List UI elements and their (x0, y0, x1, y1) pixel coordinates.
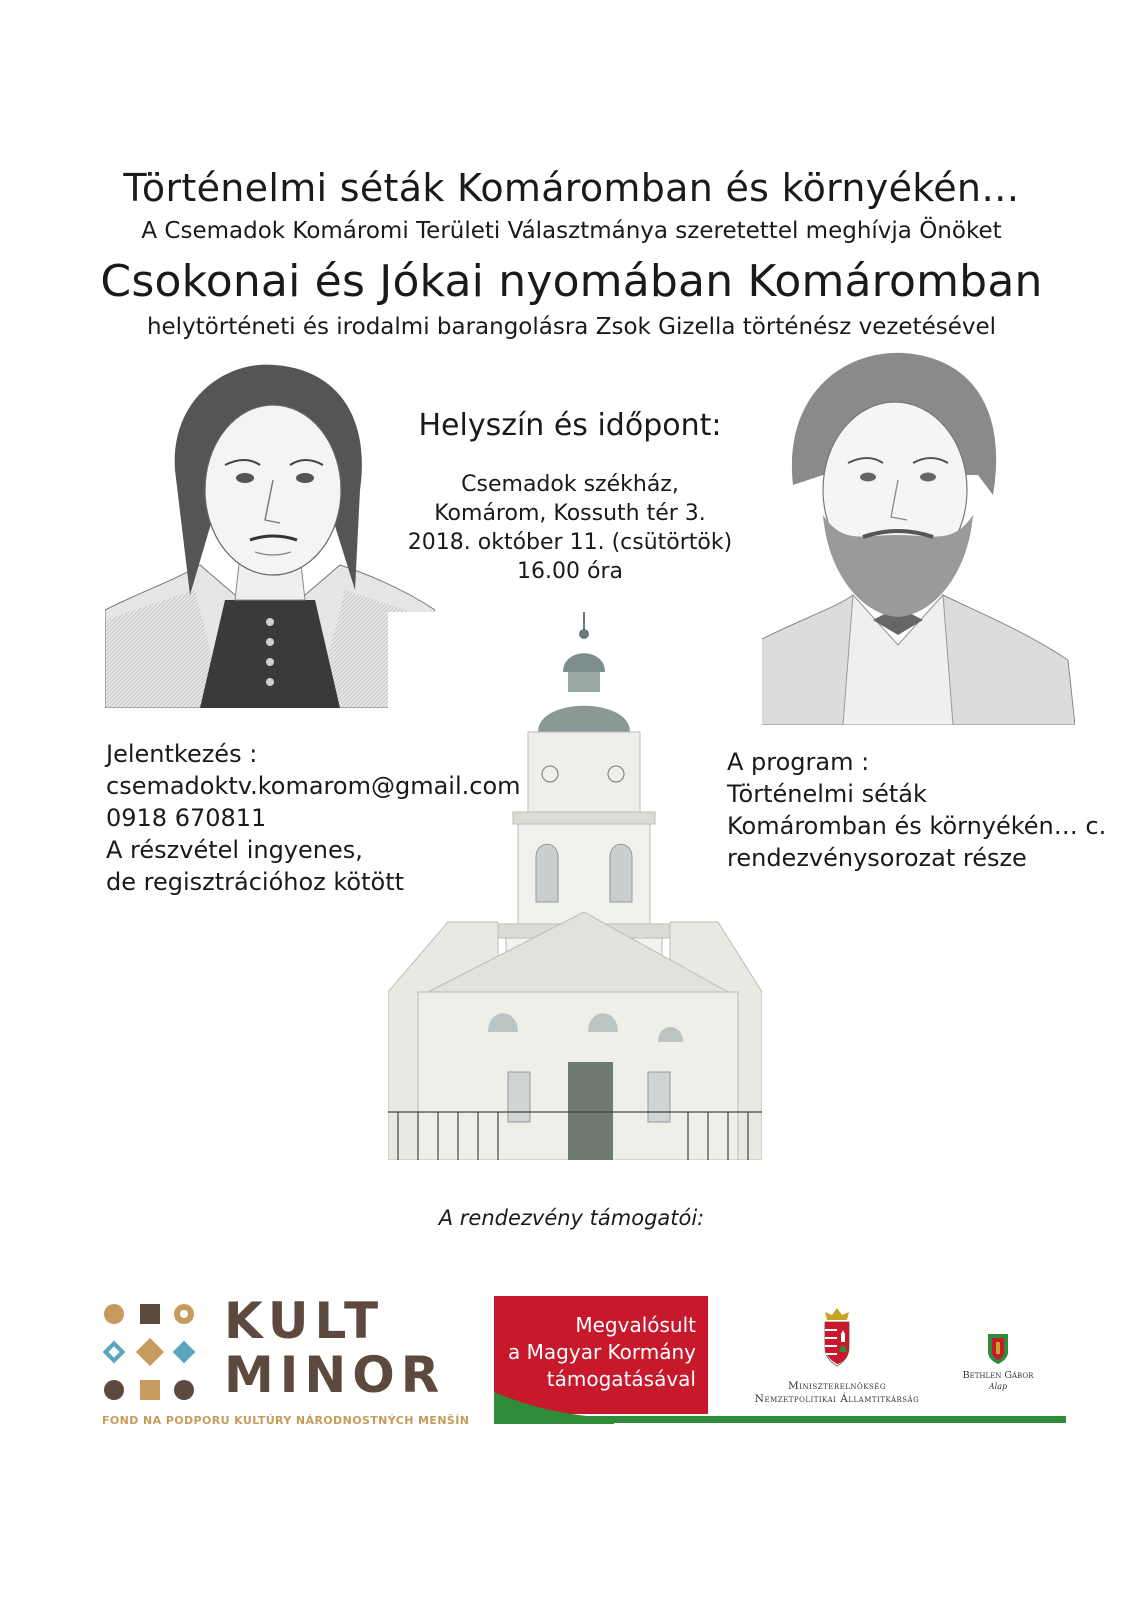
program-line-1: Történelmi séták (727, 780, 927, 808)
event-title: Csokonai és Jókai nyomában Komáromban (100, 256, 1043, 307)
sponsors-label: A rendezvény támogatói: (438, 1206, 705, 1230)
support-line-3: támogatásával (546, 1367, 696, 1391)
kult-minor-fund-text: FOND NA PODPORU KULTÚRY NÁRODNOSTNÝCH MENŠÍN (102, 1414, 470, 1427)
kult-word: KULT (224, 1292, 385, 1350)
event-description: helytörténeti és irodalmi barangolásra Zsok Gizella történész vezetésével (146, 314, 997, 340)
hungarian-coat-of-arms-icon (822, 1306, 852, 1372)
kult-minor-mosaic-icon (102, 1302, 202, 1402)
registration-email[interactable]: csemadoktv.komarom@gmail.com (106, 772, 521, 800)
support-line-1: Megvalósult (575, 1313, 696, 1337)
program-heading: A program : (727, 748, 870, 776)
registration-heading: Jelentkezés : (106, 740, 258, 768)
venue-date: 2018. október 11. (csütörtök) (407, 530, 733, 555)
event-series-title: Történelmi séták Komáromban és környékén… (123, 166, 1020, 210)
bethlen-gabor-name: Bethlen Gábor (962, 1370, 1034, 1381)
participation-free-text: A részvétel ingyenes, (106, 836, 363, 864)
registration-block (106, 738, 521, 898)
registration-required-text: de regisztrációhoz kötött (106, 868, 405, 896)
bethlen-gabor-shield-icon (986, 1332, 1010, 1366)
jokai-portrait (723, 345, 1075, 725)
bethlen-gabor-fund: Alap (988, 1382, 1008, 1391)
invitation-subtitle: A Csemadok Komáromi Területi Választmánya szeretettel meghívja Önöket (141, 218, 1002, 244)
venue-heading: Helyszín és időpont: (418, 408, 722, 443)
ministry-name: Miniszterelnökség (788, 1380, 886, 1392)
ministry-department: Nemzetpolitikai Államtitkárság (754, 1393, 920, 1405)
program-block (727, 746, 1106, 874)
program-line-2: Komáromban és környékén… c. (727, 812, 1107, 840)
kult-minor-logo (102, 1292, 470, 1428)
venue-address: Komárom, Kossuth tér 3. (434, 501, 706, 526)
registration-phone: 0918 670811 (106, 804, 267, 832)
venue-time: 16.00 óra (517, 559, 623, 584)
support-line-2: a Magyar Kormány (508, 1340, 696, 1364)
program-line-3: rendezvénysorozat része (727, 844, 1027, 872)
venue-place: Csemadok székház, (461, 472, 679, 497)
green-divider (494, 1416, 1066, 1423)
minor-word: MINOR (224, 1346, 446, 1404)
